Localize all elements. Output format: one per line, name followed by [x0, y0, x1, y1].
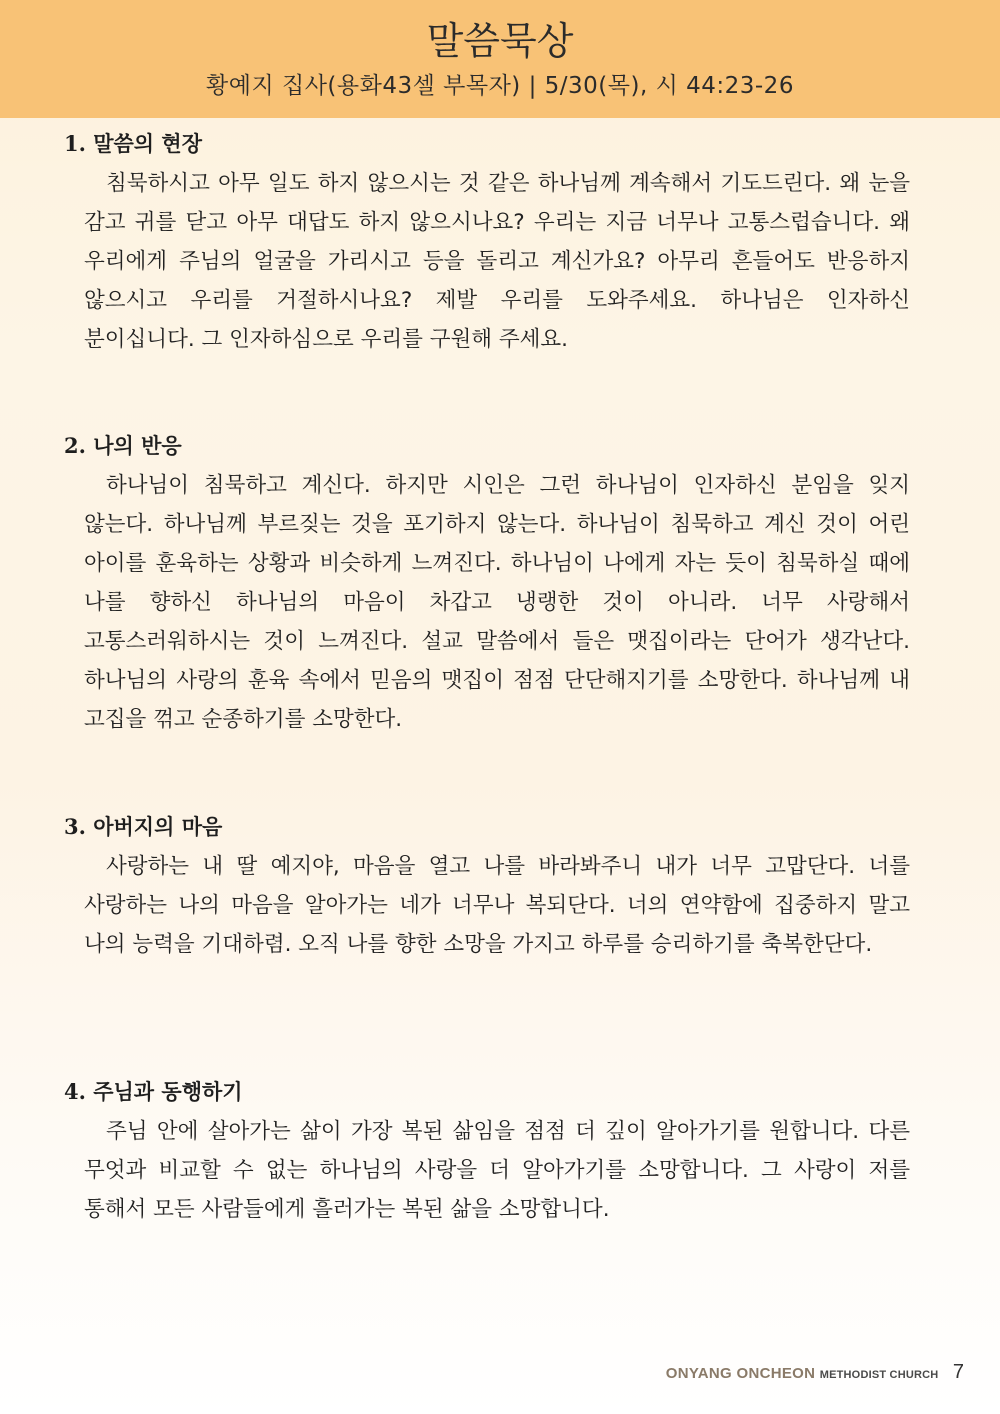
- section-body: 사랑하는 내 딸 예지야, 마음을 열고 나를 바라봐주니 내가 너무 고맙단다. 너를 사랑하는 나의 마음을 알아가는 네가 너무나 복되단다. 너의 연약함에 집중하지 말고 나의 능력을 기대하렴. 오직 나를 향한 소망을 가지고 하루를 승리하기를 축복한단다.: [84, 854, 910, 957]
- section-title: 3. 아버지의 마음: [64, 814, 223, 839]
- section-body: 침묵하시고 아무 일도 하지 않으시는 것 같은 하나님께 계속해서 기도드린다. 왜 눈을 감고 귀를 닫고 아무 대답도 하지 않으시나요? 우리는 지금 너무나 고통스럽습니다. 왜 우리에게 주님의 얼굴을 가리시고 등을 돌리고 계신가요? 아무리 흔들어도 반응하지 않으시고 우리를 거절하시나요? 제발 우리를 도와주세요. 하나님은 인자하신 분이십니다. 그 인자하심으로 우리를 구원해 주세요.: [84, 171, 910, 352]
- church-name-suffix: METHODIST CHURCH: [819, 1369, 939, 1381]
- section-walk-with-lord: [64, 1076, 910, 1229]
- section-title: 4. 주님과 동행하기: [64, 1079, 243, 1104]
- church-name: ONYANG ONCHEON: [665, 1365, 816, 1382]
- page-footer: [666, 1361, 964, 1384]
- section-my-response: [64, 430, 910, 739]
- section-father-heart: [64, 811, 910, 964]
- section-body: 하나님이 침묵하고 계신다. 하지만 시인은 그런 하나님이 인자하신 분임을 잊지 않는다. 하나님께 부르짖는 것을 포기하지 않는다. 하나님이 침묵하고 계신 것이 어린 아이를 훈육하는 상황과 비슷하게 느껴진다. 하나님이 나에게 자는 듯이 침묵하실 때에 나를 향하신 하나님의 마음이 차갑고 냉랭한 것이 아니라. 너무 사랑해서 고통스러워하시는 것이 느껴진다. 설교 말씀에서 들은 맷집이라는 단어가 생각난다. 하나님의 사랑의 훈육 속에서 믿음의 맷집이 점점 단단해지기를 소망한다. 하나님께 내 고집을 꺾고 순종하기를 소망한다.: [84, 473, 910, 732]
- page-subtitle: 황예지 집사(용화43셀 부목자) | 5/30(목), 시 44:23-26: [206, 73, 794, 99]
- section-scripture-scene: [64, 128, 910, 359]
- section-body: 주님 안에 살아가는 삶이 가장 복된 삶임을 점점 더 깊이 알아가기를 원합니다. 다른 무엇과 비교할 수 없는 하나님의 사랑을 더 알아가기를 소망합니다. 그 사랑이 저를 통해서 모든 사람들에게 흘러가는 복된 삶을 소망합니다.: [84, 1119, 910, 1222]
- section-title: 1. 말씀의 현장: [64, 131, 202, 156]
- header-banner: [0, 0, 1000, 118]
- page-title: 말씀묵상: [426, 19, 574, 63]
- section-title: 2. 나의 반응: [64, 433, 182, 458]
- page-number: 7: [952, 1361, 964, 1383]
